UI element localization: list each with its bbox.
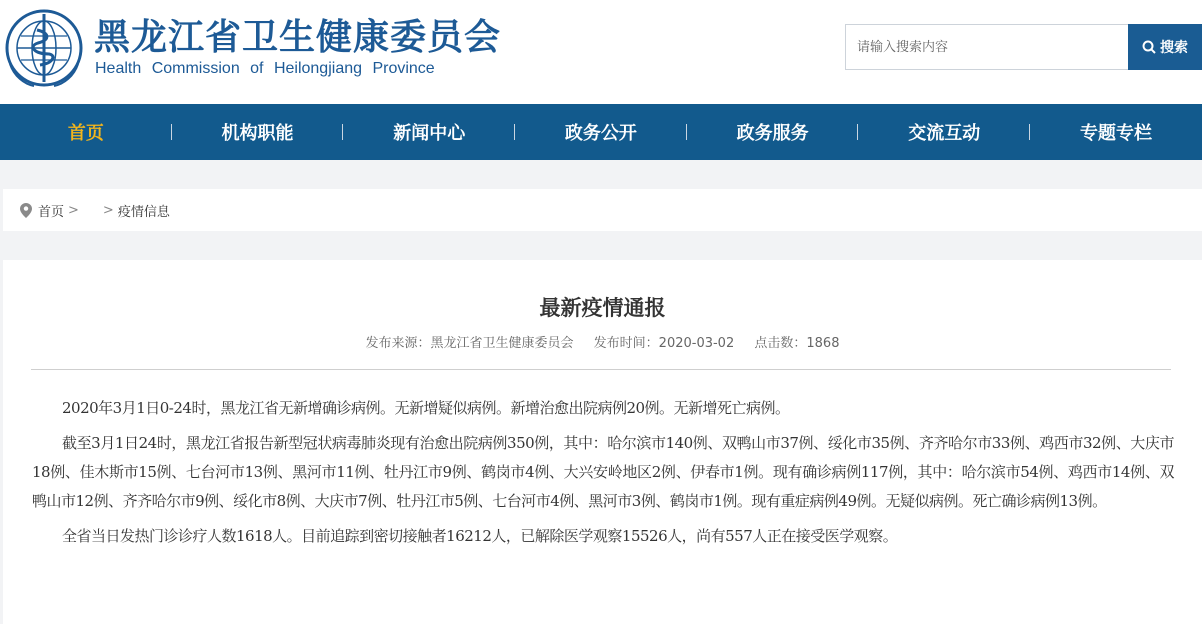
nav-item-interaction[interactable] [858, 104, 1030, 160]
article-click-count: 点击数：1868 [754, 336, 840, 351]
nav-item-functions[interactable] [172, 104, 344, 160]
nav-item-label: 首页 [67, 123, 104, 144]
nav-item-topics[interactable] [1030, 104, 1202, 160]
nav-item-label: 机构职能 [221, 123, 294, 144]
search-button-label: 搜索 [1160, 40, 1188, 56]
breadcrumb-current[interactable]: 疫情信息 [117, 204, 170, 220]
breadcrumb [3, 189, 1202, 231]
nav-item-news[interactable] [343, 104, 515, 160]
search-icon [1142, 40, 1156, 54]
article-source: 发布来源：黑龙江省卫生健康委员会 [365, 336, 574, 351]
search-button[interactable] [1128, 24, 1202, 70]
search-box [845, 24, 1129, 70]
article-paragraph: 2020年3月1日0-24时，黑龙江省无新增确诊病例。无新增疑似病例。新增治愈出院病例20例。无新增死亡病例。 [62, 399, 790, 417]
breadcrumb-separator: > [68, 202, 79, 218]
article-paragraph: 截至3月1日24时，黑龙江省报告新型冠状病毒肺炎现有治愈出院病例350例，其中：哈尔滨市140例、双鸭山市37例、绥化市35例、齐齐哈尔市33例、鸡西市32例、大庆市18例、佳木斯市15例、七台河市13例、黑河市11例、牡丹江市9例、鹤岗市4例、大兴安岭地区2例、伊春市1例。现有确诊病例117例，其中：哈尔滨市54例、鸡西市14例、双鸭山市12例、齐齐哈尔市9例、绥化市8例、大庆市7例、牡丹江市5例、七台河市4例、黑河市3例、鹤岗市1例。现有重症病例49例。无疑似病例。死亡确诊病例13例。 [32, 434, 1174, 510]
nav-item-label: 新闻中心 [393, 123, 466, 144]
nav-item-label: 专题专栏 [1079, 123, 1152, 144]
site-title: 黑龙江省卫生健康委员会 [94, 17, 502, 58]
article-body [32, 394, 1174, 557]
nav-item-label: 交流互动 [908, 123, 981, 144]
nav-item-gov-affairs[interactable] [515, 104, 687, 160]
site-header [0, 0, 1202, 104]
article-paragraph: 全省当日发热门诊诊疗人数1618人。目前追踪到密切接触者16212人，已解除医学观察15526人，尚有557人正在接受医学观察。 [62, 527, 898, 545]
article-meta [3, 332, 1202, 351]
nav-item-label: 政务服务 [736, 123, 809, 144]
article-title: 最新疫情通报 [539, 296, 666, 320]
site-subtitle: Health Commission of Heilongjiang Province [95, 60, 435, 77]
search-input[interactable] [846, 25, 1128, 69]
nav-item-home[interactable] [0, 104, 172, 160]
article [3, 260, 1202, 624]
breadcrumb-home[interactable]: 首页 [38, 204, 65, 220]
article-publish-time: 发布时间：2020-03-02 [593, 336, 735, 351]
nav-item-services[interactable] [687, 104, 859, 160]
main-nav [0, 104, 1202, 160]
article-divider [31, 369, 1171, 370]
location-pin-icon [20, 203, 32, 218]
breadcrumb-separator: > [102, 202, 114, 218]
nav-item-label: 政务公开 [564, 123, 637, 144]
who-emblem-icon[interactable] [4, 8, 84, 88]
